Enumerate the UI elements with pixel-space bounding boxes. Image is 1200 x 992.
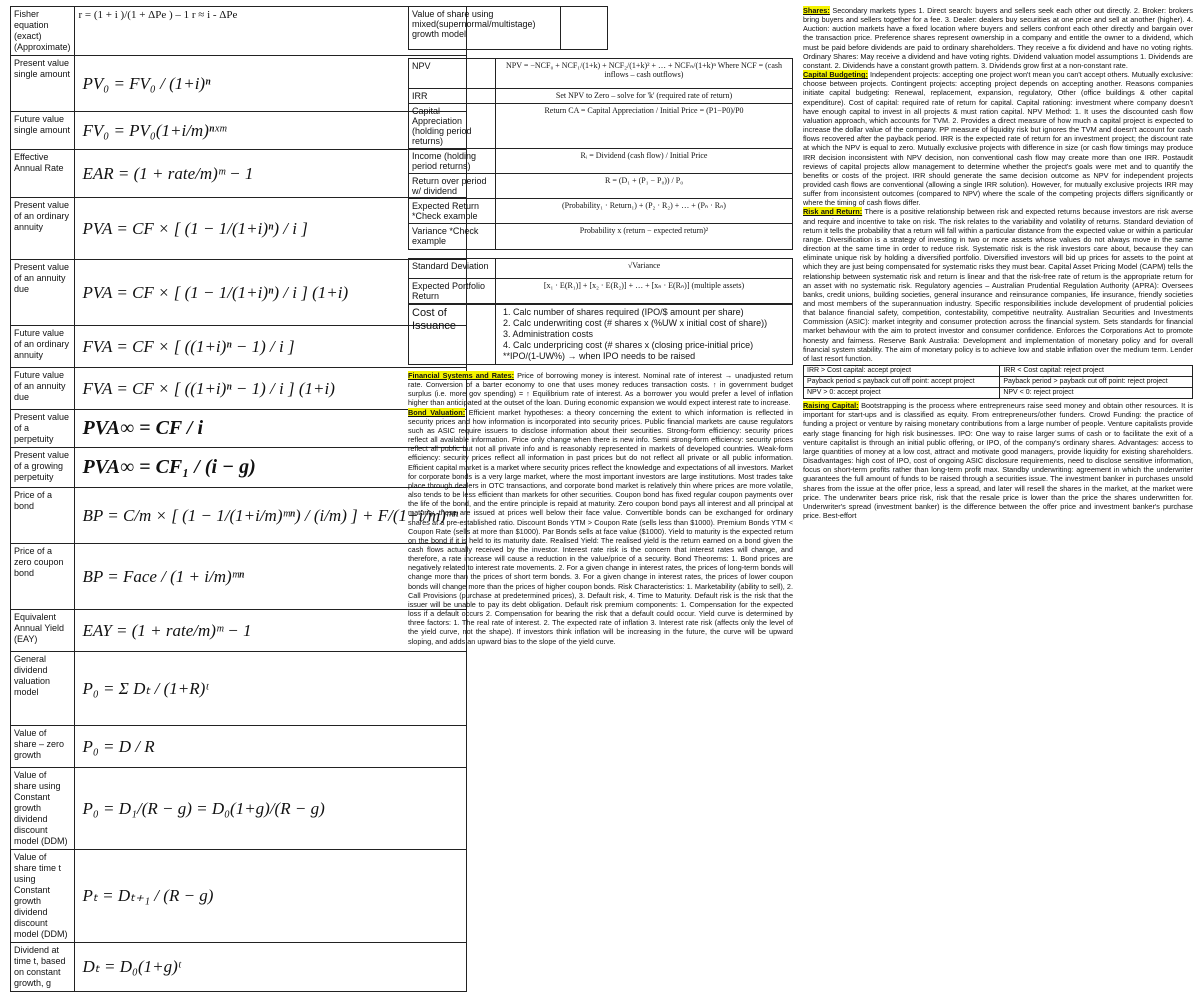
formula-row (11, 368, 467, 410)
formula-label: Expected Return *Check example (409, 199, 496, 224)
formula-row (409, 59, 793, 89)
cost-step: 2. Calc underwriting cost (# shares x (%UW x initial cost of share)) (503, 318, 768, 328)
formula-expression: FV₀ = PV₀(1+i/m)ⁿˣᵐ (74, 112, 467, 150)
raising-capital-heading: Raising Capital: (803, 401, 859, 411)
formula-expression: P₀ = Σ Dₜ / (1+R)ᵗ (74, 652, 467, 726)
decision-row (804, 377, 1193, 388)
bond-valuation-heading: Bond Valuation: (408, 407, 466, 417)
decision-cell: IRR > Cost capital: accept project (804, 366, 1000, 377)
formula-row (409, 279, 793, 304)
formula-row (11, 410, 467, 448)
formula-label: Future value of an ordinary annuity (11, 326, 75, 368)
raising-capital-section (803, 401, 1193, 520)
formula-label: Present value of an ordinary annuity (11, 198, 75, 260)
formula-row (409, 89, 793, 104)
formula-expression: EAR = (1 + rate/m)ᵐ − 1 (74, 150, 467, 198)
cost-step: 4. Calc underpricing cost (# shares x (closing price-initial price) (503, 340, 754, 350)
formula-label: Expected Portfolio Return (409, 279, 496, 304)
formula-label: IRR (409, 89, 496, 104)
decision-row (804, 366, 1193, 377)
formula-expression: PV₀ = FV₀ / (1+i)ⁿ (74, 56, 467, 112)
formula-label: General dividend valuation model (11, 652, 75, 726)
formula-row (409, 104, 793, 149)
formula-expression: R = (D₁ + (P₁ − P₀)) / P₀ (496, 174, 793, 199)
cost-of-issuance-table (408, 304, 793, 365)
formula-label: Equivalent Annual Yield (EAY) (11, 610, 75, 652)
formula-expression: EAY = (1 + rate/m)ᵐ − 1 (74, 610, 467, 652)
formula-label: Price of a zero coupon bond (11, 544, 75, 610)
formula-expression: P₀ = D₁/(R − g) = D₀(1+g)/(R − g) (74, 768, 467, 850)
formula-row (11, 610, 467, 652)
cost-step: **IPO/(1-UW%) → when IPO needs to be raised (503, 351, 696, 361)
financial-systems-text: Price of borrowing money is interest. Nominal rate of interest → unadjusted return rate. Conversion of a barter economy to one that uses money reduces transaction costs. ↑ in government budget surplus (i.e. more gov spending) = ↑ Equilibrium rate of interest. As a borrower you would prefer a level of inflation higher than anticipated at the outset of the loan. During economic expansion we would expect interest rate to increase. (408, 371, 793, 408)
decision-cell: NPV > 0: accept project (804, 388, 1000, 399)
risk-return-text: There is a positive relationship between risk and expected returns because investors are risk averse and require and incentive to take on risk. The risk relates to the variability and volatility of returns. Standard deviation of return it tells the probability that a return will fall within a particular distance from the expected value or within a particular range. Diversification is a strategy of investing in two or more assets whose values do not always move in the same direction at the same time in order to reduce risk. Systematic risk is the risk investors care about, because they can eliminate unique risk by holding a diversified portfolio. Diversified investors will bid up prices for assets to the point at which they are just being compensated for systematic risks they must bear. Capital Asset Pricing Model (CAPM) tells the relationship between systematic risk and return is linear and that the risk-free rate of return is the appropriate return for an asset with no systematic risk. Regulatory agencies – Australian Prudential Regulation Authority (APRA): Oversees banks, credit unions, building societies, general insurance and reinsurance companies, life insurance, friendly societies and most members of the superannuation industry. Specific responsibilities include development of prudential policies that balance financial safety, competition, contestability, competitive neutrality. Australian Securities and Investments Commission (ASIC): market integrity and consumer protection across the financial system. Sets standards for financial market behaviour with the aim to protect investor and consumer confidence. Enforces the Corporations Act to promote honesty and fairness. Reserve Bank Australia: Development and implementation of monetary policy and for overall financial system stability. The aim of monetary policy is to achieve low and stable inflation over the medium term. Lender of last resort function. (803, 207, 1193, 363)
formula-label: Income (holding period returns) (409, 149, 496, 174)
mixed-growth-table (408, 6, 608, 50)
cost-of-issuance-steps (499, 307, 789, 362)
formula-expression: (Probability₁ · Return₁) + (P₂ · R₂) + … + (Pₙ · Rₙ) (496, 199, 793, 224)
formula-row (11, 726, 467, 768)
cost-of-issuance-label: Cost of Issuance (409, 305, 496, 365)
formula-row (11, 943, 467, 992)
formula-label: Price of a bond (11, 488, 75, 544)
decision-cell: NPV < 0: reject project (1000, 388, 1193, 399)
shares-section (803, 6, 1193, 70)
column-3 (803, 6, 1193, 842)
risk-return-section (803, 207, 1193, 363)
formula-expression: Pₜ = Dₜ₊₁ / (R − g) (74, 850, 467, 943)
formula-label: Dividend at time t, based on constant growth, g (11, 943, 75, 992)
capital-budgeting-section (803, 70, 1193, 207)
formula-row (11, 56, 467, 112)
formula-row (409, 199, 793, 224)
formula-label: Future value of an annuity due (11, 368, 75, 410)
formula-label: Present value of an annuity due (11, 260, 75, 326)
cost-step: 1. Calc number of shares required (IPO/$ amount per share) (503, 307, 744, 317)
formula-expression: Probability x (return − expected return)² (496, 224, 793, 250)
formula-label: Standard Deviation (409, 259, 496, 279)
formula-row (409, 224, 793, 250)
decision-cell: Payback period > payback cut off point: reject project (1000, 377, 1193, 388)
formula-expression: √Variance (496, 259, 793, 279)
formula-row (11, 198, 467, 260)
formula-expression: FVA = CF × [ ((1+i)ⁿ − 1) / i ] (1+i) (74, 368, 467, 410)
formula-row (11, 488, 467, 544)
formula-label: Return over period w/ dividend (409, 174, 496, 199)
formula-label: Present value single amount (11, 56, 75, 112)
formula-expression: PVA∞ = CF₁ / (i − g) (74, 448, 467, 488)
capital-budgeting-heading: Capital Budgeting: (803, 70, 868, 80)
formula-row (11, 768, 467, 850)
mixed-growth-label: Value of share using mixed(supernormal/multistage) growth model (409, 7, 561, 50)
formula-table (10, 6, 467, 992)
bond-valuation-text: Efficient market hypotheses: a theory concerning the extent to which information is reflected in security prices and how information is incorporated into security prices. Public financial markets are cause regulators such as ASIC require issuers to disclose information about their securities. Strong-form efficiency: security prices reflect all available information. Price only change when there is new info. Semi strong-form efficiency: security prices reflect all public but not all private info and is reasonably represented in markets of developed countries. Weak-form efficiency: security prices reflect all information in past prices but do not reflect all private or all public information. Efficient capital market is a market where security prices reflect the knowledge and expectations of all investors. Market for corporate bonds is a very large market, where the most important investors are large institutions. Most trades take place through dealers in OTC transactions, and corporate bond market is relatively thin where prices are more volatile, also tends to be less efficient than markets for other securities. Coupon bond has fixed regular coupon payments over the life of the bond, and the entire principle is repaid at maturity. Zero coupon bond pays all interest and all principal at maturity, these are issued at prices well below their face value. Convertible bonds can be exchanged for ordinary shares at a pre-established ratio. Discount Bonds YTM > Coupon Rate (sells less than $1000). Premium Bonds YTM < Coupon Rate (sells at more than $1000). Par Bonds sells at face value ($1000). Yield to maturity is the expected return on the bond if it is held to its maturity date. Realised Yield: The realised yield is the return earned on a bond given the cash flows actually received by the investor. Interest rate risk is the concern that interest rates will change, and therefore, a rate increase will cause a reduction in the value/price of a security. Bond Theorems: 1. Bond prices are negatively related to interest rate movements. 2. For a given change in interest rates, the prices of long-term bonds will change more than the prices of short term bonds. 3. For a given change in interest rates, the prices of lower coupon bonds will change more than the prices of higher coupon bonds. Risk Characteristics: 1. Marketability (ability to sell), 2. Call Provisions (purchase at predetermined prices), 3. Default risk, 4. Time to Maturity. Default risk is the risk that the issuer will be unable to pay its debt obligation. Default risk premium components: 1. Compensation for the expected loss if a default occurs 2. Compensation for bearing the risk that a default could occur. Yield curve is determined by three factors: 1. The real rate of interest. 2. The expected rate of inflation 3. Interest rate risk (affects only the level of the yield curve, not the shape). If investors think inflation will be increasing in the future, the curve will be upward sloping, and adds an upward bias to the slope of the yield curve. (408, 407, 793, 646)
formula-expression: PVA = CF × [ (1 − 1/(1+i)ⁿ) / i ] (74, 198, 467, 260)
formula-expression: Return CA = Capital Appreciation / Initial Price = (P1−P0)/P0 (496, 104, 793, 149)
formula-row (11, 850, 467, 943)
bond-valuation-section (408, 408, 793, 646)
formula-label: Effective Annual Rate (11, 150, 75, 198)
formula-expression: FVA = CF × [ ((1+i)ⁿ − 1) / i ] (74, 326, 467, 368)
formula-expression: Set NPV to Zero – solve for 'k' (required rate of return) (496, 89, 793, 104)
formula-expression: Rᵢ = Dividend (cash flow) / Initial Price (496, 149, 793, 174)
decision-cell: Payback period ≤ payback cut off point: accept project (804, 377, 1000, 388)
formula-label: NPV (409, 59, 496, 89)
formula-label: Capital Appreciation (holding period returns) (409, 104, 496, 149)
formula-label: Value of share using Constant growth dividend discount model (DDM) (11, 768, 75, 850)
formula-expression: NPV = −NCF₀ + NCF₁/(1+k) + NCF₂/(1+k)² + … + NCFₙ/(1+k)ⁿ Where NCF = (cash inflows – cash outflows) (496, 59, 793, 89)
formula-row (409, 259, 793, 279)
formula-expression: PVA∞ = CF / i (74, 410, 467, 448)
returns-formula-table (408, 58, 793, 250)
formula-label: Present value of a growing perpetuity (11, 448, 75, 488)
formula-expression: P₀ = D / R (74, 726, 467, 768)
formula-row (11, 150, 467, 198)
formula-row (409, 174, 793, 199)
financial-systems-section (408, 371, 793, 408)
formula-label: Present value of a perpetuity (11, 410, 75, 448)
cost-step: 3. Administration costs (503, 329, 594, 339)
formula-expression: BP = Face / (1 + i/m)ᵐⁿ (74, 544, 467, 610)
financial-systems-heading: Financial Systems and Rates: (408, 371, 515, 380)
formula-row (11, 7, 467, 56)
formula-row (11, 112, 467, 150)
formula-expression: [x₁ · E(R₁)] + [x₂ · E(R₂)] + … + [xₙ · E(Rₙ)] (multiple assets) (496, 279, 793, 304)
portfolio-formula-table (408, 258, 793, 304)
formula-label: Value of share – zero growth (11, 726, 75, 768)
decision-cell: IRR < Cost capital: reject project (1000, 366, 1193, 377)
risk-return-heading: Risk and Return: (803, 207, 863, 217)
formula-row (11, 260, 467, 326)
decision-row (804, 388, 1193, 399)
decision-rule-table (803, 365, 1193, 399)
formula-expression: BP = C/m × [ (1 − 1/(1+i/m)ᵐⁿ) / (i/m) ] + F/(1+i/m)ᵐⁿ (74, 488, 467, 544)
capital-budgeting-text: Independent projects: accepting one project won't mean you can't accept others. Mutually exclusive: choose between projects. Contingent projects: accepting project depends on accepting another. Reasons companies initiate capital budgeting: Renewal, replacement, expansion, regulatory, Other (office buildings & other capital expenditure). Cost of capital: required rate of return for capital. Capital rationing: investment where company doesn't have enough capital to invest in all projects & must ration capital. NPV Method: 1. It uses the discounted cash flow valuation approach, which accounts for TVM. 2. Provides a direct measure of how much a capital project is expected to increase the dollar value of the company. PP measure of liquidity risk but ignores the TVM and doesn't account for cash flows recovered after the payback period. IRR is the expected rate of return for an investment project; the discount rate at which the NPV is equal to zero. Mutually exclusive projects with difference in size (or cash flow timings may produce IRR decision inconsistent with NPV decision, non conventional cash flow may create more than one IRR. Postaudit reviews of capital projects allow management to determine whether the project's goals were met and to quantify the benefits or costs of the project. IRR should generate the same decision outcome as NPV for independent projects provided cash flows are conventional (allowing a single IRR solution). However, for mutually exclusive projects IRR may suffer from inconsistent outcomes (compared to NPV) where the scale of the competing projects differs significantly or where the timing of cash flows differ. (803, 70, 1193, 208)
formula-expression: Dₜ = D₀(1+g)ᵗ (74, 943, 467, 992)
shares-text: Secondary markets types 1. Direct search: buyers and sellers seek each other out directly. 2. Broker: brokers bring buyers and sellers together for a fee. 3. Dealer: dealers buy securities at one price and sell at another (higher). 4. Auction: auction markets have a fixed location where buyers and sellers confront each other directly and bargain over the transaction price. Preference shares represent ownership in a company and entitle the owner to a dividend, which must be paid before dividends are paid to ordinary shareholders. They receive a fix dividend and have no voting rights. Ordinary Shares: May receive a dividend and have voting rights. Dividend valuation model assumptions 1. Dividends are constant. 2. Dividends have a constant growth pattern. 3. Dividends grow first at a non-constant rate. (803, 6, 1193, 70)
formula-expression: PVA = CF × [ (1 − 1/(1+i)ⁿ) / i ] (1+i) (74, 260, 467, 326)
formula-label: Future value single amount (11, 112, 75, 150)
formula-row (409, 149, 793, 174)
raising-capital-text: Bootstrapping is the process where entrepreneurs raise seed money and obtain other resources. It is important for start-ups and is classified as equity. From entrepreneurs/other funders. Crowd Funding: the practice of funding a project or venture by raising monetary contributions from a large number of people. Venture capitalists provide early stage financing for high risk businesses. IPO: One way to raise larger sums of cash or to facilitate the exit of a venture capitalist is through an initial public offering, or IPO, of the company's ordinary shares. Advantages: access to large quantities of money at a low cost, attract and motivate good managers, provide liquidity for existing shareholders. Disadvantages: high cost of IPO, cost of ongoing ASIC disclosure requirements, need to disclose sensitive information, focus on short-term profits rather than long-term profit max. Standby underwriting: agreement in which the underwriter guarantees the full amount of funds to be raised through a securities issue. The investment banker in purchases unsold shares from the issue at the offer price, less a spread, and later will resell the shares in the market, at the market were price. The underwriter bears price risk, risk that the resale price is lower than the price the shares underwritten for. Underwriter's spread (investment banker) is the difference between the offer price and investment banker's purchase price. Best-effort (803, 401, 1194, 520)
formula-expression: r = (1 + i )/(1 + ΔPe ) – 1 r ≈ i - ΔPe (74, 7, 467, 56)
formula-row (11, 652, 467, 726)
formula-row (11, 326, 467, 368)
shares-heading: Shares: (803, 6, 830, 15)
formula-label: Variance *Check example (409, 224, 496, 250)
column-2 (408, 6, 793, 842)
formula-row (11, 544, 467, 610)
formula-row (11, 448, 467, 488)
formula-label: Fisher equation (exact) (Approximate) (11, 7, 75, 56)
formula-label: Value of share time t using Constant growth dividend discount model (DDM) (11, 850, 75, 943)
